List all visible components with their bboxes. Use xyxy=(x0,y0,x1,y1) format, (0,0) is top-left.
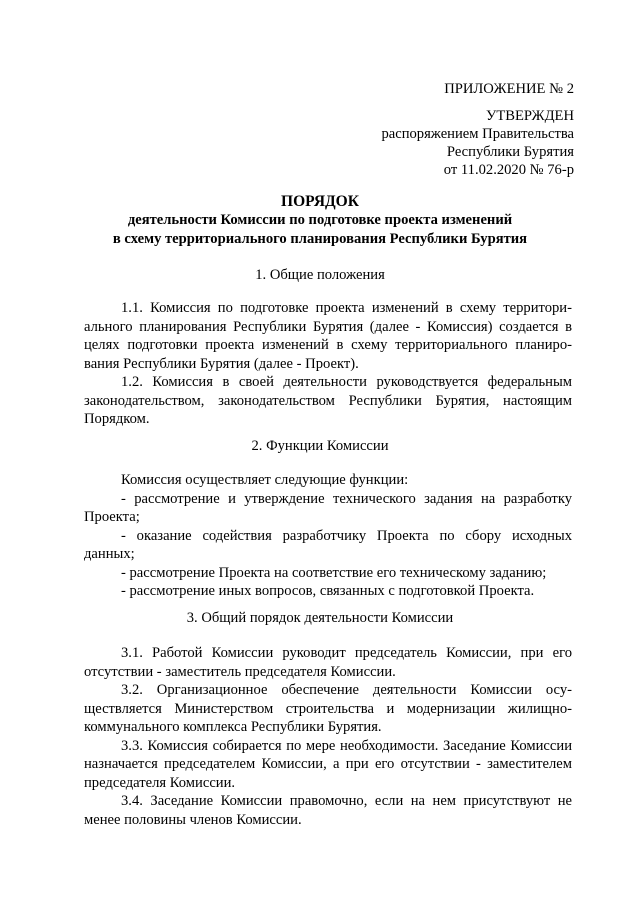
approved-republic: Республики Бурятия xyxy=(446,144,574,160)
appendix-label xyxy=(444,80,574,98)
section-heading-3: 3. Общий порядок деятельности Комиссии xyxy=(186,610,454,626)
title-line-2: в схему территориального планирования Республики Бурятия xyxy=(112,231,528,247)
approved-date-number: от 11.02.2020 № 76-р xyxy=(443,162,574,178)
functions-intro: Комиссия осуществляет следующие функции: xyxy=(121,472,409,488)
section-heading-1: 1. Общие положения xyxy=(255,267,385,283)
approval-stamp xyxy=(381,107,574,179)
function-item-2: - оказание содействия разработчику Проекта по сбору исходных данных; xyxy=(84,527,572,562)
section-heading-2: 2. Функции Комиссии xyxy=(251,438,389,454)
paragraph-3-1: 3.1. Работой Комиссии руководит председатель Комиссии, при его отсутствии - заместитель председателя Комиссии. xyxy=(84,645,572,680)
title-main: ПОРЯДОК xyxy=(281,193,359,210)
paragraph-1-2: 1.2. Комиссия в своей деятельности руководствуется федеральным законодательством, законодательством Республики Бурятия, настоящим Порядком. xyxy=(84,374,572,427)
title-line-1: деятельности Комиссии по подготовке проекта изменений xyxy=(127,212,513,228)
paragraph-1-1: 1.1. Комиссия по подготовке проекта изменений в схему территориального планирования Республики Бурятия (далее - Комиссия) создается в целях подготовки проекта изменений в схему территориального планирования Республики Бурятия (далее - Проект). xyxy=(84,300,572,372)
paragraph-3-2: 3.2. Организационное обеспечение деятельности Комиссии осуществляется Министерством строительства и модернизации жилищно-коммунального комплекса Республики Бурятия. xyxy=(84,682,572,735)
section-1-body xyxy=(84,299,572,429)
appendix-number: ПРИЛОЖЕНИЕ № 2 xyxy=(444,81,574,97)
approved-label: УТВЕРЖДЕН xyxy=(486,108,574,124)
approved-by-order: распоряжением Правительства xyxy=(381,126,574,142)
paragraph-3-3: 3.3. Комиссия собирается по мере необходимости. Заседание Комиссии назначается председателем Комиссии, а при его отсутствии - заместителем председателя Комиссии. xyxy=(84,737,572,791)
section-2-body xyxy=(84,471,572,601)
function-item-3: - рассмотрение Проекта на соответствие его техническому заданию; xyxy=(121,564,547,581)
paragraph-3-4: 3.4. Заседание Комиссии правомочно, если на нем присутствуют не менее половины членов Комиссии. xyxy=(84,793,572,828)
document-title xyxy=(70,192,570,249)
function-item-1: - рассмотрение и утверждение технического задания на разработку Проекта; xyxy=(84,490,572,525)
section-3-body xyxy=(84,644,572,829)
function-item-4: - рассмотрение иных вопросов, связанных с подготовкой Проекта. xyxy=(121,583,535,599)
